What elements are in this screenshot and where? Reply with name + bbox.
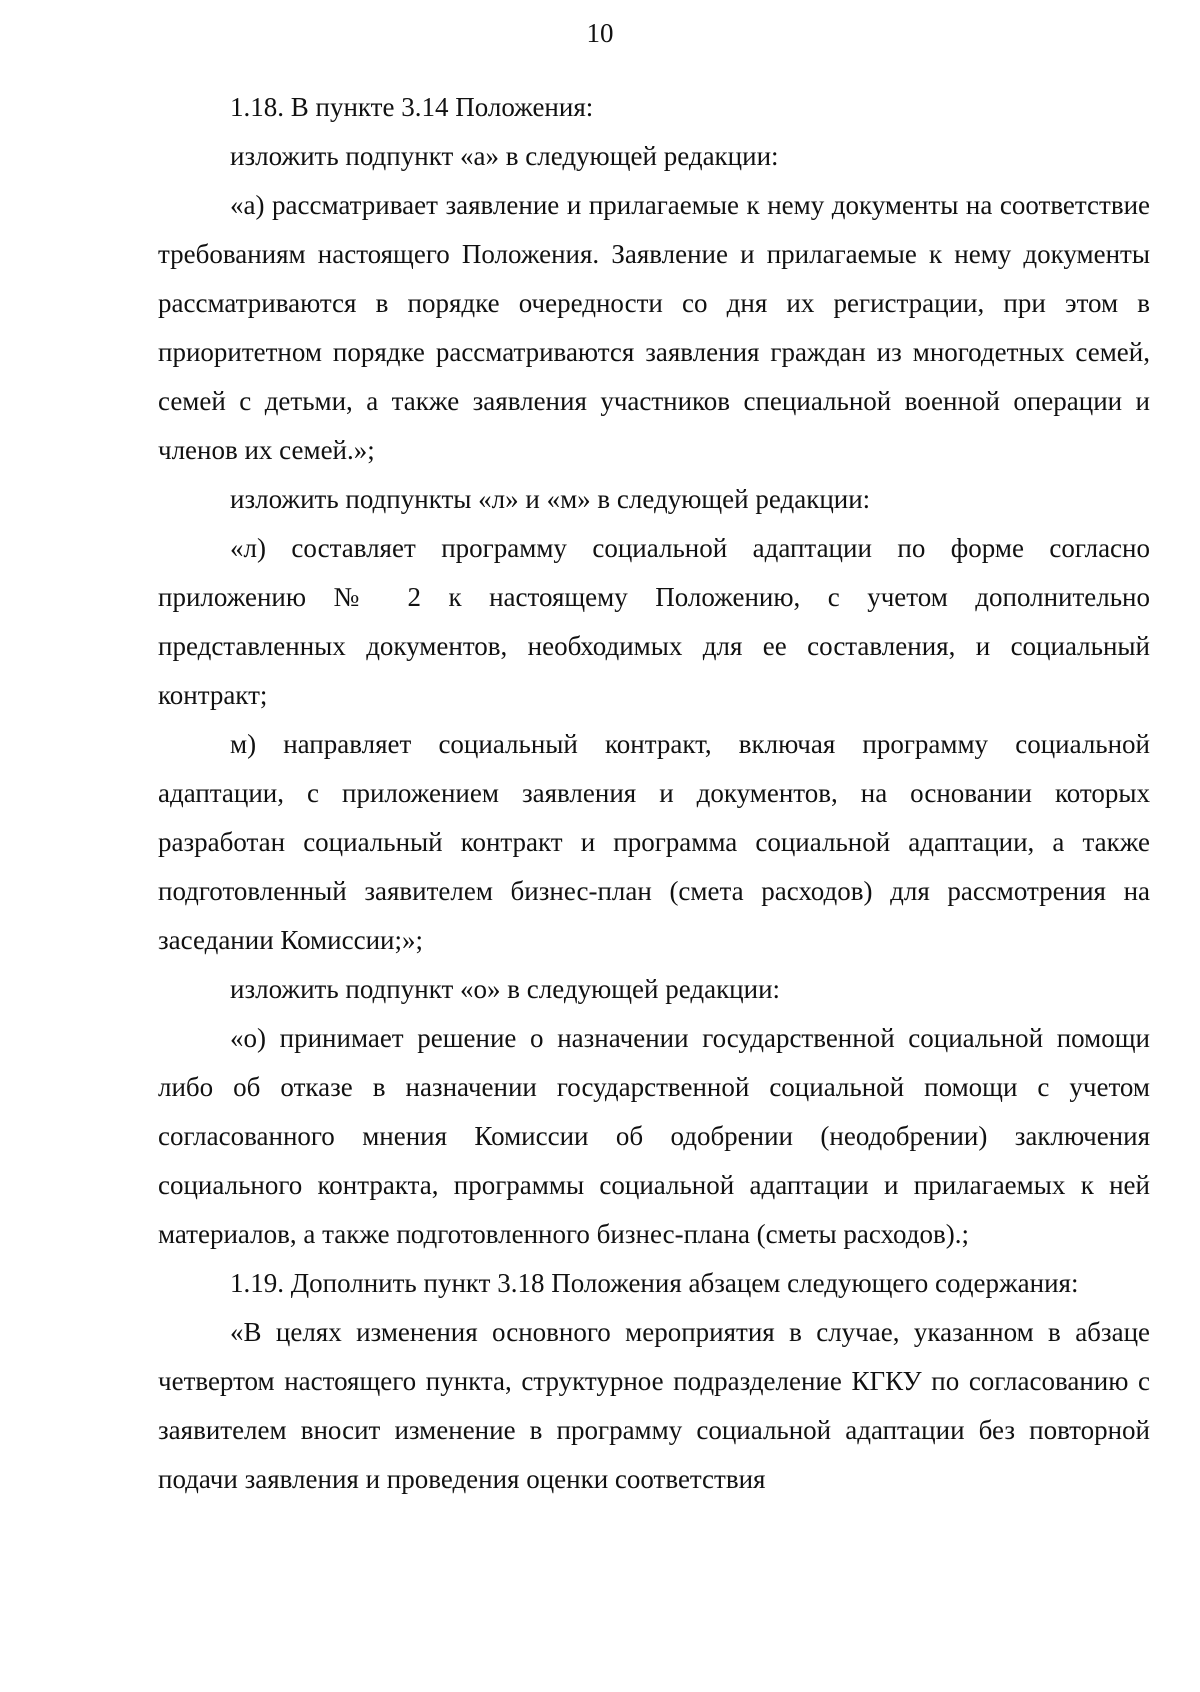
paragraph-subitem-a: «а) рассматривает заявление и прилагаемые к нему документы на соответствие требованиям настоящего Положения. Заявление и прилагаемые к нему документы рассматриваются в порядке очередности со дня их регистрации, при этом в приоритетном порядке рассматриваются заявления граждан из многодетных семей, семей с детьми, а также заявления участников специальной военной операции и членов их семей.»; bbox=[158, 190, 1150, 465]
paragraph-item-1-18-heading: 1.18. В пункте 3.14 Положения: bbox=[230, 92, 594, 122]
paragraph-instruction-a: изложить подпункт «а» в следующей редакции: bbox=[230, 141, 779, 171]
paragraph-subitem-m: м) направляет социальный контракт, включая программу социальной адаптации, с приложением заявления и документов, на основании которых разработан социальный контракт и программа социальной адаптации, а также подготовленный заявителем бизнес-план (смета расходов) для рассмотрения на заседании Комиссии;»; bbox=[158, 729, 1150, 955]
paragraph-subitem-l: «л) составляет программу социальной адаптации по форме согласно приложению № 2 к настоящему Положению, с учетом дополнительно представленных документов, необходимых для ее составления, и социальный контракт; bbox=[158, 533, 1150, 710]
paragraph-instruction-l-m: изложить подпункты «л» и «м» в следующей редакции: bbox=[230, 484, 871, 514]
document-body bbox=[158, 83, 1150, 1504]
paragraph-item-1-19-text: «В целях изменения основного мероприятия в случае, указанном в абзаце четвертом настоящего пункта, структурное подразделение КГКУ по согласованию с заявителем вносит изменение в программу социальной адаптации без повторной подачи заявления и проведения оценки соответствия bbox=[158, 1317, 1150, 1494]
page-number: 10 bbox=[586, 18, 614, 48]
paragraph-item-1-19-heading: 1.19. Дополнить пункт 3.18 Положения абзацем следующего содержания: bbox=[230, 1268, 1079, 1298]
paragraph-subitem-o: «о) принимает решение о назначении государственной социальной помощи либо об отказе в назначении государственной социальной помощи с учетом согласованного мнения Комиссии об одобрении (неодобрении) заключения социального контракта, программы социальной адаптации и прилагаемых к ней материалов, а также подготовленного бизнес-плана (сметы расходов).; bbox=[158, 1023, 1150, 1249]
paragraph-instruction-o: изложить подпункт «о» в следующей редакции: bbox=[230, 974, 781, 1004]
